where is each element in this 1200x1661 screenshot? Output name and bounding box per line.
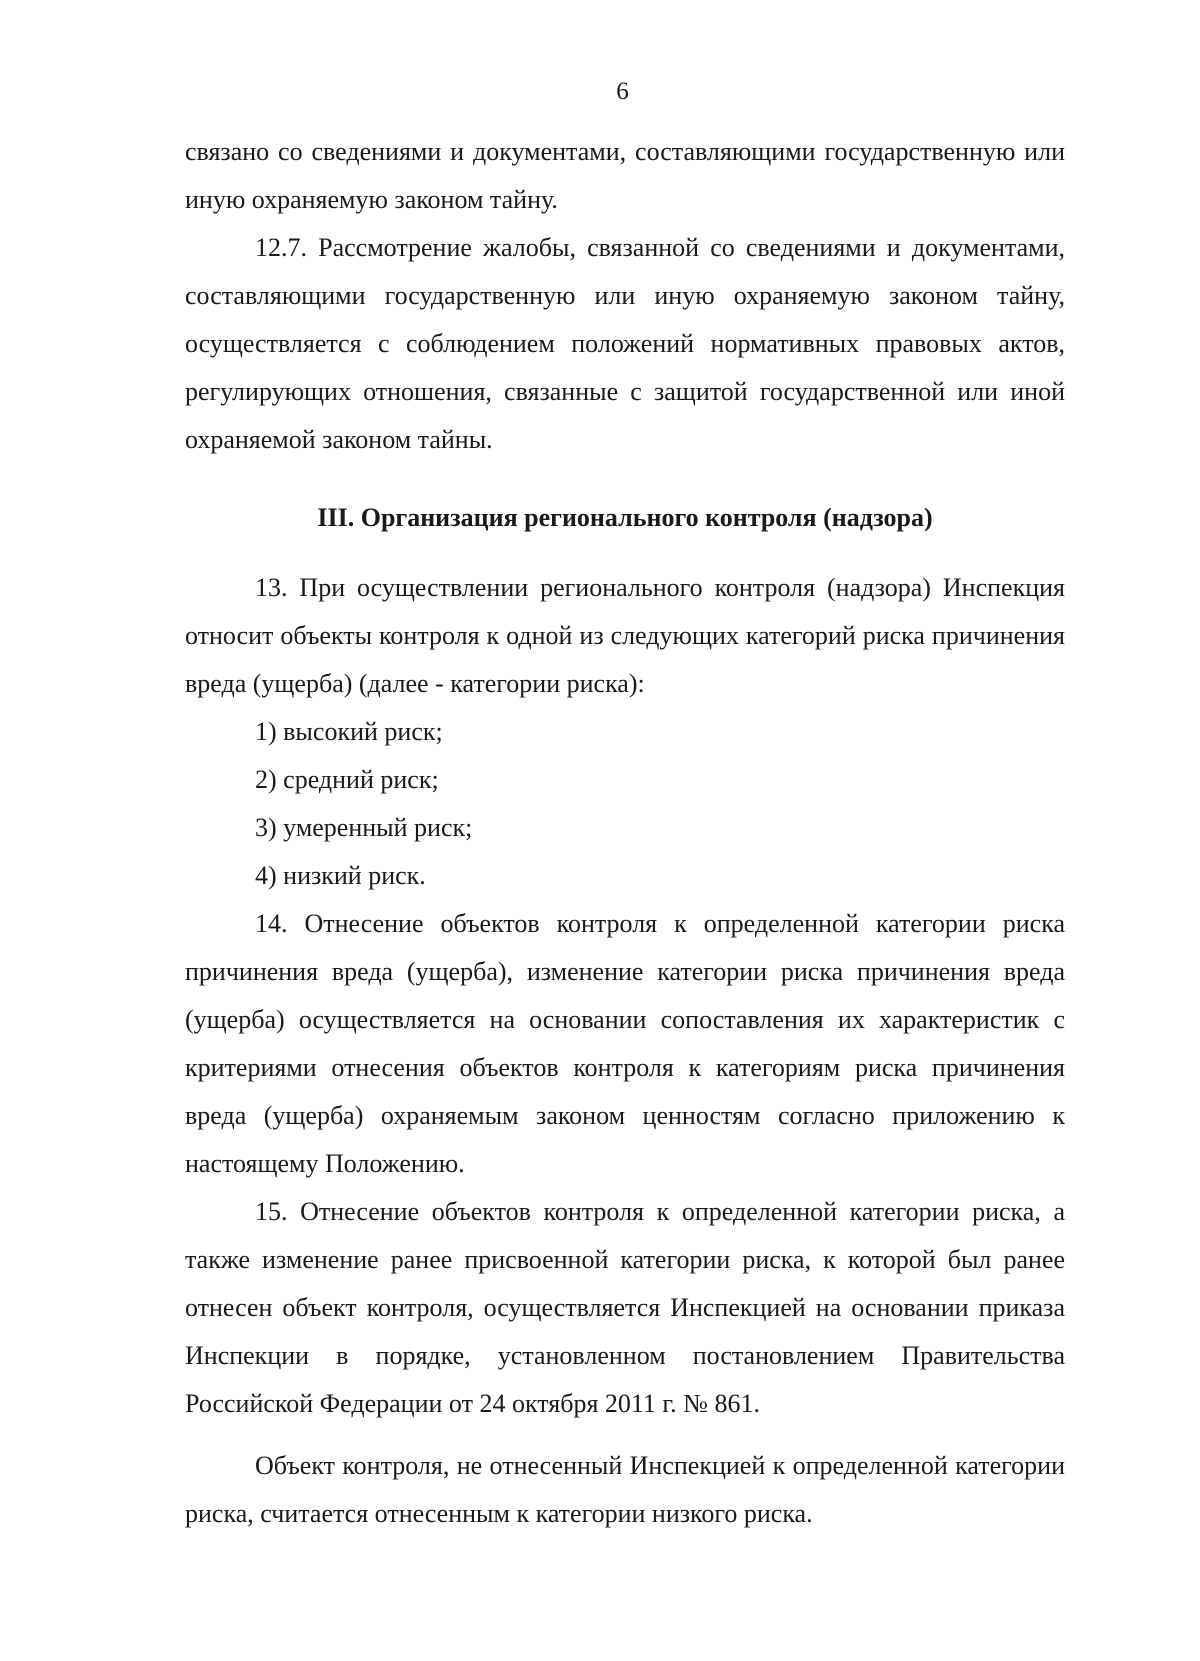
paragraph-12-7: 12.7. Рассмотрение жалобы, связанной со сведениями и документами, составляющими государственную или иную охраняемую законом тайну, осуществляется с соблюдением положений нормативных правовых актов, регулирующих отношения, связанные с защитой государственной или иной охраняемой законом тайны. xyxy=(185,233,1065,454)
list-item-medium-risk: 2) средний риск; xyxy=(255,765,439,794)
list-item-moderate-risk: 3) умеренный риск; xyxy=(255,813,473,842)
document-body xyxy=(185,128,1065,1538)
paragraph-13: 13. При осуществлении регионального контроля (надзора) Инспекция относит объекты контроля к одной из следующих категорий риска причинения вреда (ущерба) (далее - категории риска): xyxy=(185,573,1065,698)
paragraph-final: Объект контроля, не отнесенный Инспекцией к определенной категории риска, считается отнесенным к категории низкого риска. xyxy=(185,1451,1065,1528)
section-heading: III. Организация регионального контроля (надзора) xyxy=(317,503,933,532)
paragraph-14: 14. Отнесение объектов контроля к определенной категории риска причинения вреда (ущерба), изменение категории риска причинения вреда (ущерба) осуществляется на основании сопоставления их характеристик с критериями отнесения объектов контроля к категориям риска причинения вреда (ущерба) охраняемым законом ценностям согласно приложению к настоящему Положению. xyxy=(185,909,1065,1178)
list-item-high-risk: 1) высокий риск; xyxy=(255,717,443,746)
paragraph-continuation: связано со сведениями и документами, составляющими государственную или иную охраняемую законом тайну. xyxy=(185,137,1065,214)
paragraph-15: 15. Отнесение объектов контроля к определенной категории риска, а также изменение ранее присвоенной категории риска, к которой был ранее отнесен объект контроля, осуществляется Инспекцией на основании приказа Инспекции в порядке, установленном постановлением Правительства Российской Федерации от 24 октября 2011 г. № 861. xyxy=(185,1197,1065,1418)
list-item-low-risk: 4) низкий риск. xyxy=(255,861,426,890)
page-number: 6 xyxy=(616,78,629,105)
